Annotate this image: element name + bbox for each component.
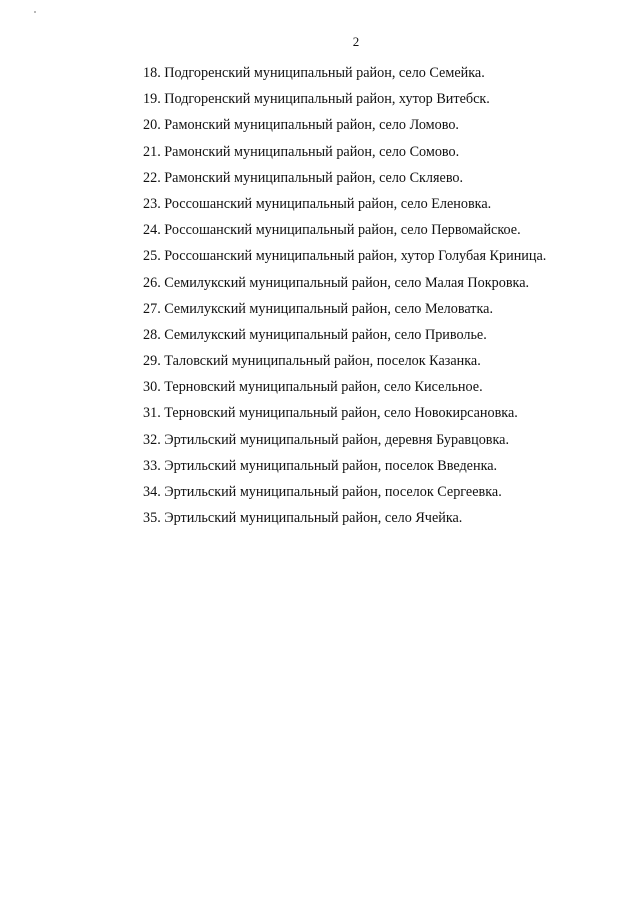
list-item: 26. Семилукский муниципальный район, село Малая Покровка.: [143, 274, 530, 291]
list-item: 35. Эртильский муниципальный район, село Ячейка.: [143, 510, 463, 527]
scan-speck: [34, 11, 36, 13]
list-item: 25. Россошанский муниципальный район, хутор Голубая Криница.: [143, 248, 547, 265]
list-item: 31. Терновский муниципальный район, село Новокирсановка.: [143, 405, 518, 422]
list-item: 24. Россошанский муниципальный район, село Первомайское.: [143, 222, 521, 239]
list-item: 20. Рамонский муниципальный район, село Ломово.: [143, 117, 459, 134]
list-item: 27. Семилукский муниципальный район, село Меловатка.: [143, 300, 494, 317]
list-item: 23. Россошанский муниципальный район, село Еленовка.: [143, 195, 492, 212]
list-item: 28. Семилукский муниципальный район, село Приволье.: [143, 326, 487, 343]
list-item: 32. Эртильский муниципальный район, деревня Буравцовка.: [143, 431, 510, 448]
list-item: 19. Подгоренский муниципальный район, хутор Витебск.: [143, 91, 490, 108]
page-number: 2: [352, 34, 360, 49]
list-item: 33. Эртильский муниципальный район, поселок Введенка.: [143, 457, 498, 474]
list-item: 30. Терновский муниципальный район, село Кисельное.: [143, 379, 483, 396]
settlement-list: [143, 63, 603, 534]
list-item: 29. Таловский муниципальный район, поселок Казанка.: [143, 353, 481, 370]
list-item: 18. Подгоренский муниципальный район, село Семейка.: [143, 65, 485, 81]
list-item: 21. Рамонский муниципальный район, село Сомово.: [143, 143, 460, 160]
list-item: 34. Эртильский муниципальный район, поселок Сергеевка.: [143, 484, 502, 500]
list-item: 22. Рамонский муниципальный район, село Скляево.: [143, 169, 464, 186]
